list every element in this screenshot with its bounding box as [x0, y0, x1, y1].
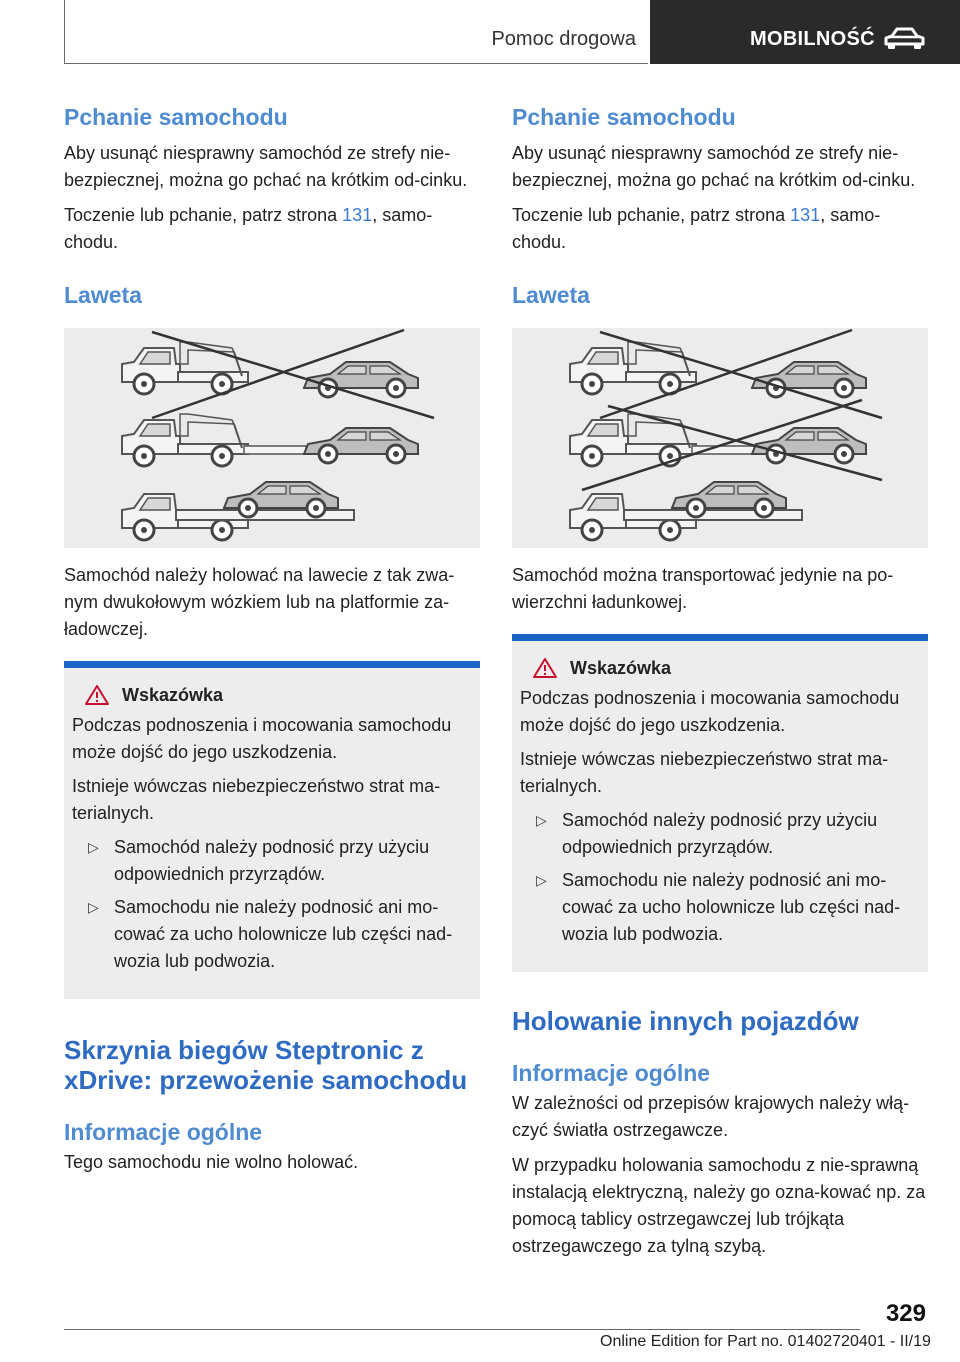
reference-text-end: , samo-chodu. [512, 205, 881, 252]
pushing-reference [512, 202, 928, 256]
bullet-text: Samochód należy podnosić przy użyciu odpowiednich przyrządów. [114, 837, 430, 884]
general-info-heading: Informacje ogólne [512, 1060, 711, 1086]
pushing-heading: Pchanie samochodu [512, 104, 736, 130]
towed-car-dolly-illustration [752, 428, 866, 463]
tow-caption: Samochód należy holować na lawecie z tak zwa-nym dwukołowym wózkiem lub na platformie za-ładowczej. [64, 565, 455, 639]
page-reference-link[interactable]: 131 [342, 205, 373, 225]
bullet-arrow-icon: ▷ [88, 839, 99, 855]
tow-methods-illustration [64, 328, 480, 548]
reference-text-end: , samo-chodu. [64, 205, 433, 252]
note-paragraph: Podczas podnoszenia i mocowania samochodu może dojść do jego uszkodzenia. [72, 715, 452, 762]
left-column [64, 102, 480, 1176]
page-reference-link[interactable]: 131 [790, 205, 821, 225]
pushing-reference [64, 202, 480, 256]
warning-note [512, 634, 928, 972]
bullet-arrow-icon: ▷ [88, 899, 99, 915]
towing-others-heading: Holowanie innych pojazdów [512, 1006, 859, 1036]
note-bullet [88, 834, 472, 888]
note-header [520, 657, 920, 679]
note-bullet [536, 807, 920, 861]
pushing-paragraph: Aby usunąć niesprawny samochód ze strefy nie-bezpiecznej, można go pchać na krótkim od-cinku. [64, 143, 468, 190]
header-divider [64, 0, 65, 64]
right-column [512, 102, 928, 1260]
wheel-lift-truck-illustration [122, 342, 248, 394]
towed-car-rear-illustration [304, 362, 418, 397]
header-rule [64, 63, 648, 64]
footer-rule [64, 1329, 860, 1330]
note-bullet [88, 894, 472, 975]
general-info-paragraph: W zależności od przepisów krajowych należy włą-czyć światła ostrzegawcze. [512, 1093, 910, 1140]
bullet-text: Samochodu nie należy podnosić ani mo-cować za ucho holownicze lub części nad-wozia lub podwozia. [562, 870, 901, 944]
note-bullet [536, 867, 920, 948]
warning-note [64, 661, 480, 999]
towed-car-dolly-illustration [304, 428, 418, 463]
note-header [72, 684, 472, 706]
header-chapter-tab[interactable] [650, 0, 960, 64]
note-title: Wskazówka [122, 684, 224, 705]
warning-triangle-icon [84, 684, 110, 706]
reference-text: Toczenie lub pchanie, patrz strona [64, 205, 343, 225]
tow-caption: Samochód można transportować jedynie na po-wierzchni ładunkowej. [512, 565, 894, 612]
tow-truck-heading: Laweta [64, 282, 142, 308]
general-info-heading: Informacje ogólne [64, 1119, 263, 1145]
warning-triangle-icon [532, 657, 558, 679]
tow-truck-heading: Laweta [512, 282, 590, 308]
header-section-title: Pomoc drogowa [491, 28, 636, 50]
steptronic-heading: Skrzynia biegów Steptronic z xDrive: przewożenie samochodu [64, 1035, 468, 1095]
flatbed-platform-illustration [624, 510, 802, 520]
note-paragraph: Istnieje wówczas niebezpieczeństwo strat ma-terialnych. [72, 776, 441, 823]
page-number: 329 [885, 1300, 926, 1327]
header-chapter-label: MOBILNOŚĆ [750, 28, 875, 50]
dolly-illustration [244, 446, 306, 454]
general-info-text: Tego samochodu nie wolno holować. [64, 1152, 359, 1172]
dolly-truck-illustration [122, 414, 248, 466]
reference-text: Toczenie lub pchanie, patrz strona [512, 205, 791, 225]
note-paragraph: Podczas podnoszenia i mocowania samochodu może dojść do jego uszkodzenia. [520, 688, 900, 735]
tow-methods-illustration [512, 328, 928, 548]
pushing-paragraph: Aby usunąć niesprawny samochód ze strefy nie-bezpiecznej, można go pchać na krótkim od-cinku. [512, 143, 916, 190]
bullet-arrow-icon: ▷ [536, 872, 547, 888]
bullet-text: Samochodu nie należy podnosić ani mo-cować za ucho holownicze lub części nad-wozia lub podwozia. [114, 897, 453, 971]
general-info-paragraph: W przypadku holowania samochodu z nie-sprawną instalacją elektryczną, należy go ozna-kować np. za pomocą tablicy ostrzegawczej lub trójkąta ostrzegawczego za tylną szybą. [512, 1155, 926, 1256]
pushing-heading: Pchanie samochodu [64, 104, 288, 130]
wheel-lift-truck-illustration [570, 342, 696, 394]
bullet-text: Samochód należy podnosić przy użyciu odpowiednich przyrządów. [562, 810, 878, 857]
flatbed-platform-illustration [176, 510, 354, 520]
bullet-arrow-icon: ▷ [536, 812, 547, 828]
footer-edition: Online Edition for Part no. 01402720401 - II/19 [600, 1333, 931, 1350]
car-icon [882, 26, 926, 52]
note-paragraph: Istnieje wówczas niebezpieczeństwo strat ma-terialnych. [520, 749, 889, 796]
towed-car-rear-illustration [752, 362, 866, 397]
note-title: Wskazówka [570, 657, 672, 678]
